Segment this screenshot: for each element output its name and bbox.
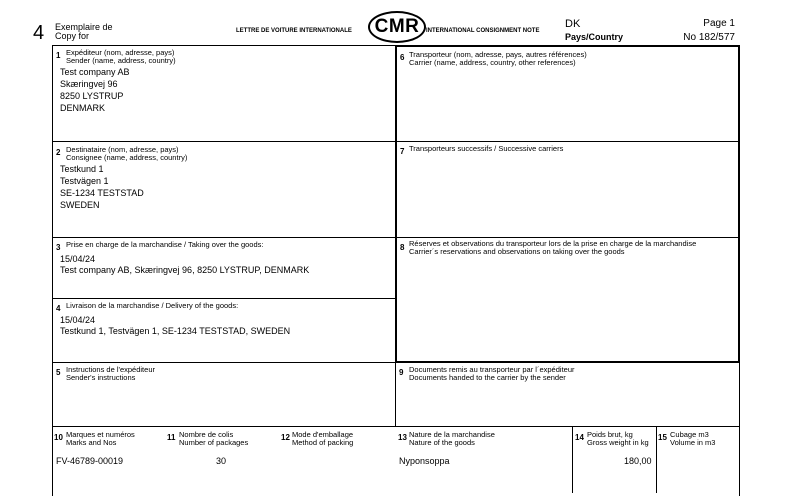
sender-line: 8250 LYSTRUP — [60, 91, 124, 101]
field-number: 4 — [56, 304, 61, 313]
nature-value: Nyponsoppa — [399, 456, 450, 466]
sender-label-fr: Expéditeur (nom, adresse, pays) — [66, 48, 175, 57]
instructions-box — [52, 362, 396, 427]
packages-label-fr: Nombre de colis — [179, 430, 234, 439]
documents-label-fr: Documents remis au transporteur par l´expéditeur — [409, 365, 575, 374]
goods-divider — [656, 426, 657, 493]
consignee-label-fr: Destinataire (nom, adresse, pays) — [66, 145, 179, 154]
carrier-label-fr: Transporteur (nom, adresse, pays, autres références) — [409, 50, 587, 59]
field-number: 13 — [398, 433, 407, 442]
reservations-label-fr: Réserves et observations du transporteur lors de la prise en charge de la marchandise — [409, 239, 697, 248]
documents-box — [395, 362, 740, 427]
consignee-line: SWEDEN — [60, 200, 100, 210]
field-number: 12 — [281, 433, 290, 442]
nature-label-fr: Nature de la marchandise — [409, 430, 495, 439]
packages-value: 30 — [216, 456, 227, 466]
sender-line: DENMARK — [60, 103, 106, 113]
copy-label-fr: Exemplaire de — [55, 22, 113, 32]
copy-label-en: Copy for — [55, 31, 90, 41]
marks-value: FV-46789-00019 — [56, 456, 124, 466]
consignee-line: Testkund 1 — [60, 164, 104, 174]
field-number: 10 — [54, 433, 63, 442]
copy-number: 4 — [33, 22, 45, 44]
delivery-date: 15/04/24 — [60, 315, 96, 325]
sender-line: Skæringvej 96 — [60, 79, 118, 89]
field-number: 8 — [400, 243, 405, 252]
delivery-box — [52, 298, 396, 363]
field-number: 5 — [56, 368, 61, 377]
marks-label-fr: Marques et numéros — [66, 430, 135, 439]
consignee-label-en: Consignee (name, address, country) — [66, 153, 188, 162]
nature-label-en: Nature of the goods — [409, 438, 475, 447]
weight-value: 180,00 — [624, 456, 652, 466]
country-label: Pays/Country — [565, 32, 624, 42]
reservations-box — [395, 237, 740, 363]
page-number: Page 1 — [703, 18, 735, 29]
field-number: 7 — [400, 147, 405, 156]
takeover-label: Prise en charge de la marchandise / Taking over the goods: — [66, 240, 264, 249]
instructions-label-fr: Instructions de l'expéditeur — [66, 365, 155, 374]
field-number: 6 — [400, 53, 405, 62]
weight-label-en: Gross weight in kg — [587, 438, 649, 447]
instructions-label-en: Sender's instructions — [66, 373, 136, 382]
packing-label-fr: Mode d'emballage — [292, 430, 354, 439]
field-number: 3 — [56, 243, 61, 252]
field-number: 2 — [56, 148, 61, 157]
takeover-box — [52, 237, 396, 299]
carrier-label-en: Carrier (name, address, country, other references) — [409, 58, 576, 67]
sender-box — [52, 45, 396, 142]
marks-label-en: Marks and Nos — [66, 438, 117, 447]
packages-label-en: Number of packages — [179, 438, 249, 447]
document-number: No 182/577 — [683, 32, 735, 43]
sender-line: Test company AB — [60, 67, 130, 77]
reservations-label-en: Carrier´s reservations and observations on taking over the goods — [409, 247, 625, 256]
sender-label-en: Sender (name, address, country) — [66, 56, 176, 65]
weight-label-fr: Poids brut, kg — [587, 430, 633, 439]
cmr-logo: CMR — [368, 11, 426, 43]
field-number: 11 — [167, 433, 176, 442]
field-number: 1 — [56, 51, 61, 60]
field-number: 9 — [399, 368, 404, 377]
country-code: DK — [565, 18, 581, 30]
successive-carriers-box — [395, 141, 740, 238]
takeover-date: 15/04/24 — [60, 254, 96, 264]
title-en: INTERNATIONAL CONSIGNMENT NOTE — [426, 28, 540, 34]
consignee-box — [52, 141, 396, 238]
carrier-box — [395, 45, 740, 142]
successive-label: Transporteurs successifs / Successive carriers — [409, 144, 564, 153]
title-fr: LETTRE DE VOITURE INTERNATIONALE — [236, 28, 352, 34]
packing-label-en: Method of packing — [292, 438, 354, 447]
delivery-label: Livraison de la marchandise / Delivery of the goods: — [66, 301, 239, 310]
documents-label-en: Documents handed to the carrier by the sender — [409, 373, 566, 382]
goods-divider — [572, 426, 573, 493]
volume-label-en: Volume in m3 — [670, 438, 716, 447]
field-number: 14 — [575, 433, 584, 442]
consignee-line: Testvägen 1 — [60, 176, 109, 186]
delivery-place: Testkund 1, Testvägen 1, SE-1234 TESTSTAD, SWEDEN — [60, 326, 291, 336]
takeover-place: Test company AB, Skæringvej 96, 8250 LYSTRUP, DENMARK — [60, 265, 310, 275]
volume-label-fr: Cubage m3 — [670, 430, 709, 439]
consignee-line: SE-1234 TESTSTAD — [60, 188, 144, 198]
field-number: 15 — [658, 433, 667, 442]
